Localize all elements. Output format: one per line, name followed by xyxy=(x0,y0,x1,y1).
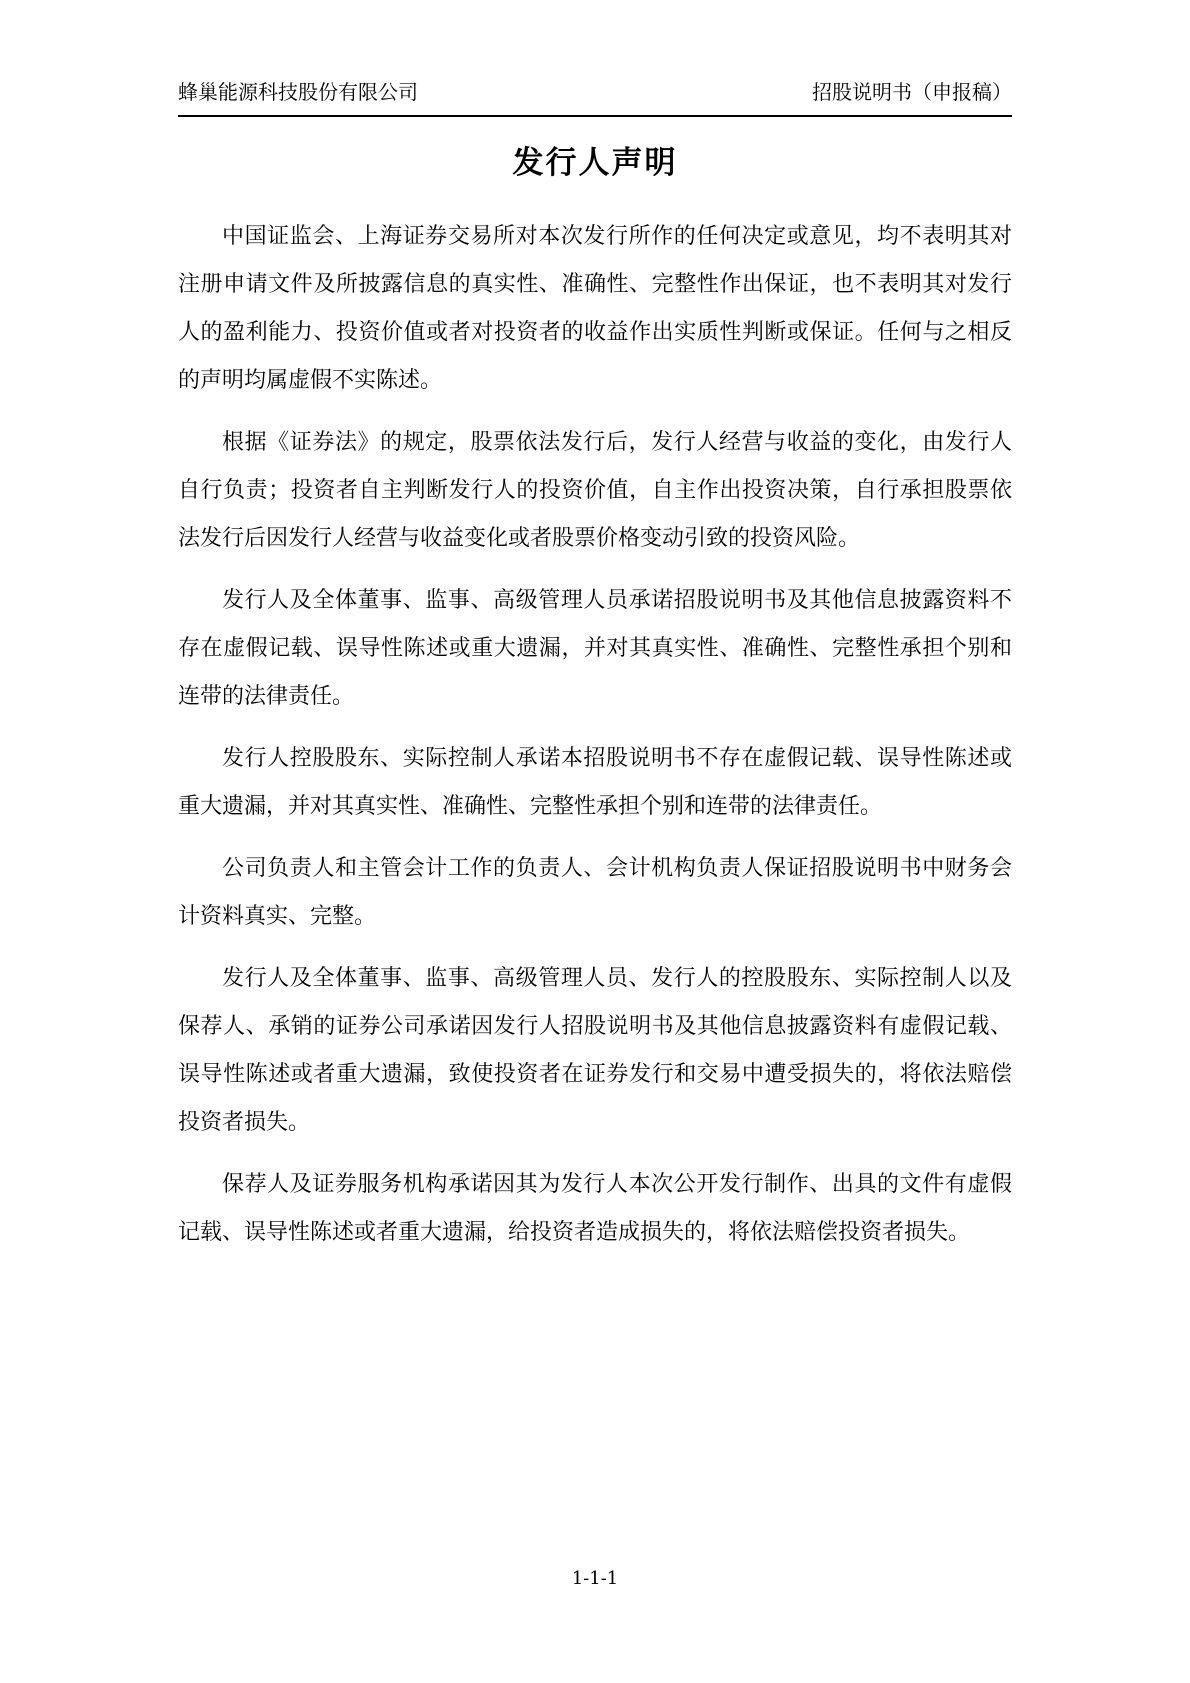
paragraph-controlling-shareholder-commitment: 发行人控股股东、实际控制人承诺本招股说明书不存在虚假记载、误导性陈述或重大遗漏，并对其真实性、准确性、完整性承担个别和连带的法律责任。 xyxy=(178,746,1012,819)
company-name: 蜂巢能源科技股份有限公司 xyxy=(178,80,418,104)
page-title: 发行人声明 xyxy=(512,145,678,181)
paragraph-issuer-directors-commitment: 发行人及全体董事、监事、高级管理人员承诺招股说明书及其他信息披露资料不存在虚假记载、误导性陈述或重大遗漏，并对其真实性、准确性、完整性承担个别和连带的法律责任。 xyxy=(178,588,1012,709)
paragraph-sponsor-commitment: 保荐人及证券服务机构承诺因其为发行人本次公开发行制作、出具的文件有虚假记载、误导性陈述或者重大遗漏，给投资者造成损失的，将依法赔偿投资者损失。 xyxy=(178,1172,1012,1245)
running-header xyxy=(178,0,1012,117)
document-type-label: 招股说明书（申报稿） xyxy=(812,80,1012,104)
paragraph-securities-law: 根据《证券法》的规定，股票依法发行后，发行人经营与收益的变化，由发行人自行负责；投资者自主判断发行人的投资价值，自主作出投资决策，自行承担股票依法发行后因发行人经营与收益变化或者股票价格变动引致的投资风险。 xyxy=(178,430,1012,551)
page-number: 1-1-1 xyxy=(571,1568,619,1589)
paragraph-csrc-disclaimer: 中国证监会、上海证券交易所对本次发行所作的任何决定或意见，均不表明其对注册申请文件及所披露信息的真实性、准确性、完整性作出保证，也不表明其对发行人的盈利能力、投资价值或者对投资者的收益作出实质性判断或保证。任何与之相反的声明均属虚假不实陈述。 xyxy=(178,224,1012,393)
paragraph-accounting-responsibility: 公司负责人和主管会计工作的负责人、会计机构负责人保证招股说明书中财务会计资料真实、完整。 xyxy=(178,856,1012,929)
declaration-body xyxy=(178,213,1012,1257)
paragraph-compensation-commitment: 发行人及全体董事、监事、高级管理人员、发行人的控股股东、实际控制人以及保荐人、承销的证券公司承诺因发行人招股说明书及其他信息披露资料有虚假记载、误导性陈述或者重大遗漏，致使投资者在证券发行和交易中遭受损失的，将依法赔偿投资者损失。 xyxy=(178,966,1012,1135)
